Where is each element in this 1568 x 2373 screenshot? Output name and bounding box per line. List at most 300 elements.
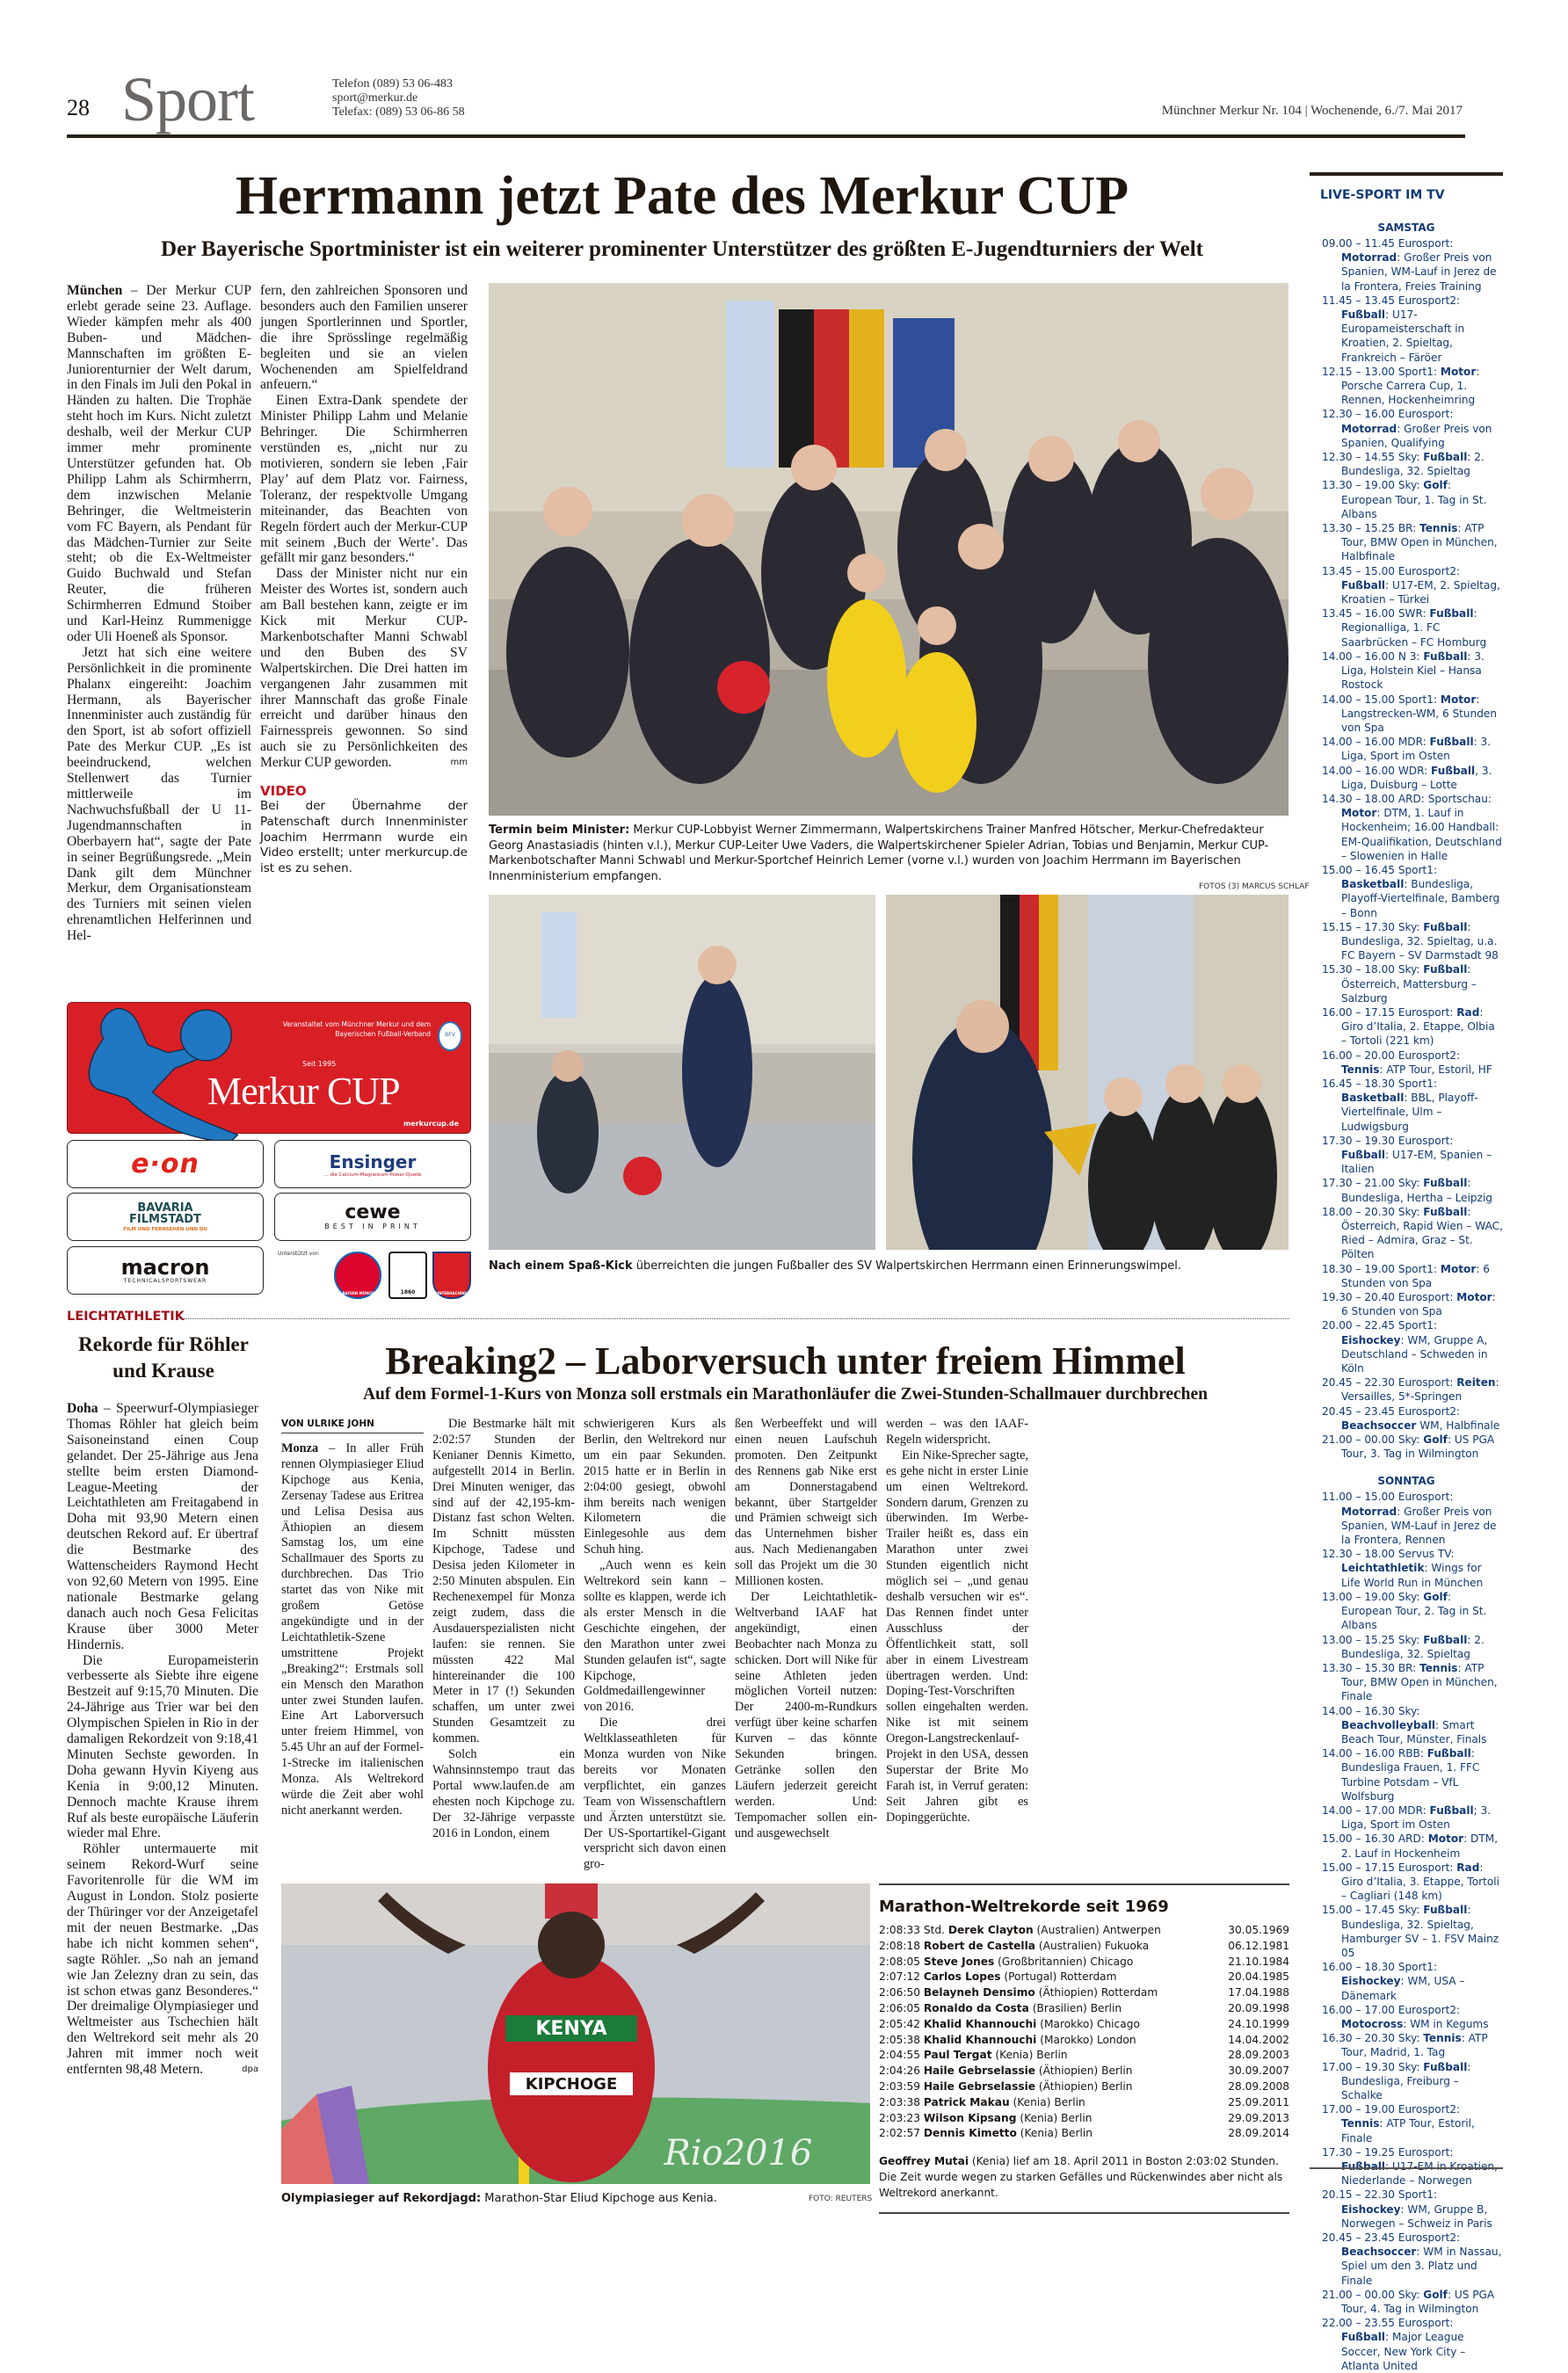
tv-sport: Fußball <box>1426 1747 1471 1760</box>
records-note-text: (Kenia) lief am 18. April 2011 in Boston 2:03:02 Stunden. Die Zeit wurde wegen zu starken Gefälles und Rückenwindes aber nicht als Weltrekord anerkannt. <box>879 2155 1283 2199</box>
tv-details: : DTM, 1. Lauf in Hockenheim; 16.00 Handball: EM-Qualifikation, Deutschland – Slowenien in Halle <box>1341 807 1502 862</box>
tv-listing <box>1320 1490 1503 1547</box>
record-entry <box>879 2001 1122 2017</box>
tv-details: : WM in Nassau, Spiel um den 3. Platz und Finale <box>1341 2246 1502 2287</box>
article3-paragraph: Die Bestmarke hält mit 2:02:57 Stunden der Kenianer Dennis Kimetto, aufgestellt 2014 in Berlin. Drei Minuten weniger, das sind auf der 42,195-km-Distanz fast schon Welten. Im Schnitt müssten Kipchoge, Tadese und Desisa jeden Kilometer in 2:50 Minuten abspulen. Ein Rechenexempel für Monza zeigt zudem, dass die Ausdauerspezialisten nicht laufen: sie rennen. Sie müssten 422 Mal hintereinander die 100 Meter in 17 (!) Sekunden schaffen, um unter zwei Stunden Gesamtzeit zu kommen. <box>432 1417 575 1746</box>
tv-time-channel: 13.00 – 19.00 Sky: <box>1322 1590 1424 1603</box>
records-note-name: Geoffrey Mutai <box>879 2155 969 2168</box>
tv-details: , 3. Liga, Duisburg – Lotte <box>1341 764 1492 791</box>
tv-details: : Wings for Life World Run in München <box>1341 1562 1484 1589</box>
tv-details: : ATP Tour, Estoril, Finale <box>1341 2117 1475 2144</box>
article2-paragraph <box>67 1841 258 2078</box>
tv-listing <box>1320 649 1503 693</box>
tv-time-channel: 21.00 – 00.00 Sky: <box>1322 1433 1424 1447</box>
record-athlete: Dennis Kimetto <box>923 2127 1017 2140</box>
tv-time-channel: 14.00 – 17.00 MDR: <box>1322 1803 1430 1817</box>
pennant-photo <box>886 895 1289 1250</box>
tv-time-channel: 16.45 – 18.30 Sport1: <box>1322 1077 1438 1090</box>
tv-time-channel: 16.30 – 20.30 Sky: <box>1322 2032 1424 2045</box>
tv-time-channel: 13.30 – 19.00 Sky: <box>1322 479 1424 492</box>
tv-time-channel: 13.00 – 15.25 Sky: <box>1322 1633 1424 1646</box>
tv-details: : Bundesliga, 32. Spieltag, u.a. FC Bayern – SV Darmstadt 98 <box>1341 920 1499 962</box>
record-country-city: (Portugal) Rotterdam <box>1004 1970 1117 1984</box>
tv-days <box>1310 221 1503 2373</box>
tv-details: : Großer Preis von Spanien, WM-Lauf in Jerez de la Frontera, Rennen <box>1341 1505 1497 1547</box>
tv-details: ; 3. Liga, Sport im Osten <box>1341 1803 1492 1832</box>
record-entry <box>879 1939 1149 1955</box>
tv-details: : DTM, 2. Lauf in Hockenheim <box>1341 1832 1499 1860</box>
record-row <box>879 2033 1289 2049</box>
photo-credit: FOTO: REUTERS <box>809 2195 873 2203</box>
agency-credit: dpa <box>242 2065 258 2075</box>
tv-time-channel: 15.00 – 17.45 Sky: <box>1322 1904 1424 1917</box>
record-time: 2:08:33 Std. <box>879 1924 945 1936</box>
tv-details: : ATP Tour, Estoril, HF <box>1379 1063 1492 1076</box>
tv-sport: Leichtathletik <box>1341 1562 1425 1575</box>
tv-sport: Rad <box>1456 1861 1480 1874</box>
record-athlete: Haile Gebrselassie <box>923 2065 1036 2078</box>
article1-subheadline: Der Bayerische Sportminister ist ein weiterer prominenter Unterstützer des größten E-Jugendturniers der Welt <box>161 237 1203 261</box>
record-time: 2:07:12 <box>879 1970 920 1984</box>
tv-details: : European Tour, 1. Tag in St. Albans <box>1341 479 1487 520</box>
paragraph-text: – Speerwurf-Olympiasieger Thomas Röhler hat gleich beim Saisoneinstand einen Coup gelandet. Der 25-Jährige aus Jena stellte beim ersten Diamond-League-Meeting der Leichtathleten am Freitagabend in Doha mit 93,90 Metern einen deutschen Rekord auf. Er übertraf die Bestmarke des Wattenscheiders Raymond Hecht von 92,60 Metern von 1995. Eine nationale Bestmarke gelang danach auch noch Gesa Felicitas Krause über 3000 Meter Hindernis. <box>67 1401 258 1652</box>
tv-time-channel: 15.00 – 16.30 ARD: <box>1322 1832 1428 1846</box>
tv-details: : Österreich, Rapid Wien – WAC, Ried – Admira, Graz – St. Pölten <box>1341 1205 1503 1261</box>
article3-paragraph: Die drei Weltklasseathleten für Monza wurden von Nike bereits vor Monaten verpflichtet, ein ganzes Team von Wissenschaftlern und Ärzten unterstützt sie. Der US-Sportartikel-Gigant verspricht sich davon einen gro- <box>584 1716 726 1872</box>
cewe-logo: cewe <box>345 1201 401 1223</box>
tv-details: : Giro d’Italia, 3. Etappe, Tortoli – Cagliari (148 km) <box>1341 1861 1499 1903</box>
record-time: 2:06:50 <box>879 1986 920 1999</box>
tv-details: : ATP Tour, BMW Open in München, Halbfinale <box>1341 522 1498 563</box>
tv-details: : Bundesliga, Freiburg – Schalke <box>1341 2060 1471 2101</box>
bfv-badge-text: BFV <box>445 1032 455 1038</box>
tv-details: : 6 Stunden von Spa <box>1341 1291 1496 1318</box>
macron-logo: macron <box>120 1255 210 1280</box>
record-athlete: Haile Gebrselassie <box>923 2079 1036 2093</box>
tv-details: : US PGA Tour, 3. Tag in Wilmington <box>1341 1433 1495 1461</box>
tv-listing <box>1320 236 1503 294</box>
tv-details: : WM, USA – Dänemark <box>1341 1975 1465 2002</box>
records-title: Marathon-Weltrekorde seit 1969 <box>879 1898 1169 1916</box>
tv-details: : Großer Preis von Spanien, Qualifying <box>1341 422 1492 449</box>
record-entry <box>879 2033 1136 2049</box>
marathon-records-box <box>879 1883 1289 2214</box>
tv-time-channel: 13.30 – 15.30 BR: <box>1322 1661 1420 1674</box>
record-athlete: Khalid Khannouchi <box>923 2017 1037 2030</box>
tv-listing <box>1320 735 1503 763</box>
tv-details: Niederlande – Norwegen <box>1341 2174 1472 2188</box>
article3-headline: Breaking2 – Laborversuch unter freiem Himmel <box>385 1339 1186 1382</box>
record-row <box>879 2064 1289 2079</box>
tv-details: : Österreich, Mattersburg – Salzburg <box>1341 963 1477 1005</box>
record-country-city: (Kenia) Berlin <box>1013 2095 1085 2108</box>
tv-listing <box>1320 1077 1503 1134</box>
tv-listing <box>1320 792 1503 863</box>
record-athlete: Steve Jones <box>923 1955 995 1968</box>
tv-sport: Golf <box>1423 479 1448 492</box>
kick-photo-caption <box>489 1259 1289 1274</box>
tv-listing <box>1320 2188 1503 2231</box>
tv-details: : Major League Soccer, New York City – Atlanta United <box>1341 2331 1466 2372</box>
record-date: 30.05.1969 <box>1228 1924 1289 1936</box>
tv-details: : European Tour, 2. Tag in St. Albans <box>1341 1590 1487 1632</box>
photo-text-kipchoge: KIPCHOGE <box>525 2075 618 2094</box>
ad-url[interactable]: merkurcup.de <box>403 1120 459 1128</box>
tv-time-channel: 18.30 – 19.00 Sport1: <box>1322 1262 1441 1275</box>
tv-listing <box>1320 764 1503 792</box>
tv-details: : US PGA Tour, 4. Tag in Wilmington <box>1341 2288 1495 2316</box>
record-entry <box>879 2079 1132 2095</box>
tv-listing <box>1320 606 1503 649</box>
record-country-city: (Äthiopien) Rotterdam <box>1038 1986 1158 1999</box>
tv-time-channel: 16.00 – 20.00 Eurosport2: <box>1322 1049 1461 1062</box>
article1-headline: Herrmann jetzt Pate des Merkur CUP <box>235 166 1129 226</box>
tv-listing <box>1320 1290 1503 1318</box>
tv-details: : Bundesliga, Playoff-Viertelfinale, Bamberg – Bonn <box>1341 878 1500 919</box>
tv-title: LIVE-SPORT IM TV <box>1320 188 1445 202</box>
tv-details: : Langstrecken-WM, 6 Stunden von Spa <box>1341 693 1498 734</box>
record-date: 17.04.1988 <box>1228 1986 1289 1999</box>
video-label: VIDEO <box>260 783 307 800</box>
tv-listing <box>1320 962 1503 1005</box>
tv-sport: Fußball <box>1423 1904 1468 1917</box>
tv-listing <box>1320 521 1503 564</box>
article2-paragraph: Die Europameisterin verbesserte als Siebte ihre eigene Bestzeit auf 9:15,70 Minuten. Die 24-Jährige aus Trier war bei den Olympischen Spielen in Rio in der damaligen Rekordzeit von 9:18,41 Minuten Sechste geworden. In Doha gewann Hyvin Kiyeng aus Kenia in 9:00,12 Minuten. Dennoch machte Krause ihrem Ruf als beste europäische Läuferin wieder mal Ehre. <box>67 1652 258 1841</box>
tv-sport: Beachsoccer <box>1341 1419 1417 1432</box>
bavaria-tagline: FILM UND FERNSEHEN UND DU <box>123 1226 207 1232</box>
tv-time-channel: 11.00 – 15.00 Eurosport: <box>1322 1491 1454 1504</box>
tv-details: : WM in Kegums <box>1403 2017 1489 2030</box>
tv-sport: Fußball <box>1423 451 1468 464</box>
record-row <box>879 1939 1289 1955</box>
tv-time-channel: 20.15 – 22.30 Sport1: <box>1322 2188 1438 2202</box>
tv-details: : Porsche Carrera Cup, 1. Rennen, Hockenheimring <box>1341 365 1480 407</box>
article1-column-2 <box>260 283 468 877</box>
record-country-city: (Marokko) Chicago <box>1040 2017 1140 2030</box>
tv-details: : Giro d’Italia, 2. Etappe, Olbia – Tortoli (221 km) <box>1341 1005 1495 1048</box>
tv-details: : U17-EM, 2. Spieltag, Kroatien – Türkei <box>1341 578 1500 606</box>
video-text[interactable]: Bei der Übernahme der Patenschaft durch Innenminister Joachim Herrmann wurde ein Video erstellt; unter merkurcup.de ist es zu sehen. <box>260 799 468 876</box>
tv-sport: Basketball <box>1341 878 1405 891</box>
record-row <box>879 2048 1289 2064</box>
tv-sport: Fußball <box>1429 1803 1474 1817</box>
record-athlete: Belayneh Densimo <box>923 1986 1035 1999</box>
record-entry <box>879 2048 1068 2064</box>
bfv-logo-icon <box>438 1021 462 1051</box>
tv-listing <box>1320 1404 1503 1433</box>
tv-listing <box>1320 564 1503 607</box>
record-row <box>879 1970 1289 1985</box>
article3-column-5 <box>886 1417 1028 1826</box>
record-entry <box>879 1923 1161 1939</box>
record-entry <box>879 2126 1093 2142</box>
record-time: 2:05:42 <box>879 2017 920 2030</box>
record-time: 2:03:38 <box>879 2095 920 2108</box>
records-note <box>879 2154 1289 2201</box>
tv-listing <box>1320 450 1503 478</box>
record-date: 28.09.2003 <box>1228 2049 1289 2062</box>
pennant-photo-illustration <box>886 895 1289 1250</box>
tv-sport: Reiten <box>1456 1376 1496 1390</box>
tv-day-heading: SAMSTAG <box>1377 221 1435 234</box>
article3-paragraph: schwierigeren Kurs als Berlin, den Weltrekord nur um ein paar Sekunden. 2015 hatte er in Berlin in 2:04:00 gesiegt, obwohl ihm bereits nach wenigen Kilometern die Einlegesohle aus dem Schuh hing. <box>584 1417 726 1557</box>
article3-paragraph: Ein Nike-Sprecher sagte, es gehe nicht in erster Linie um einen Weltrekord. Sondern darum, Grenzen zu überwinden. Im Werbe-Trailer heißt es, dass ein Marathon unter zwei Stunden eigentlich nicht möglich sei – „und genau deshalb versuchen wir es“. Das Rennen findet unter Ausschluss der Öffentlichkeit statt, soll aber in einem Livestream übertragen werden. Und: Doping-Test-Vorschriften sollen eingehalten werden. Nike ist mit seinem Oregon-Langstreckenlauf-Projekt in den USA, dessen Superstar der Brite Mo Farah ist, in Verruf geraten: Seit Jahren gibt es Dopinggerüchte. <box>886 1448 1028 1825</box>
sponsor-macron[interactable] <box>67 1246 264 1295</box>
group-photo-illustration <box>489 283 1289 816</box>
record-date: 20.09.1998 <box>1228 2001 1289 2014</box>
cewe-tagline: BEST IN PRINT <box>324 1223 421 1230</box>
tv-details: : Smart Beach Tour, Münster, Finals <box>1341 1718 1487 1745</box>
tv-time-channel: 14.30 – 18.00 ARD: Sportschau: <box>1322 792 1492 805</box>
tv-details: : BBL, Playoff-Viertelfinale, Ulm – Ludwigsburg <box>1341 1092 1478 1133</box>
tv-sport: Fußball <box>1429 607 1474 620</box>
sponsor-cewe[interactable] <box>274 1193 471 1241</box>
tv-sport: Beachsoccer <box>1341 2246 1417 2259</box>
tv-details: : Bundesliga, Hertha – Leipzig <box>1341 1177 1492 1204</box>
paragraph-text: Röhler untermauerte mit seinem Rekord-Wurf seine Favoritenrolle für die WM im August in London. Stolz posierte der Thüringer vor der Anzeigetafel mit der neuen Bestmarke. „Das habe ich nicht kommen sehen“, sagte Röhler. „So nah an jemand wie Jan Zelezny dran zu sein, das ist schon etwas ganz Besonderes.“ Der dreimalige Olympiasieger und Weltmeister aus Tschechien hält den Weltrekord seit mehr als 20 Jahren mit immer noch weit entfernten 98,48 Metern. <box>67 1841 258 2078</box>
tv-time-channel: 16.00 – 17.00 Eurosport2: <box>1322 2003 1461 2016</box>
record-athlete: Ronaldo da Costa <box>923 2001 1029 2014</box>
tv-time-channel: 16.00 – 17.15 Eurosport: <box>1322 1005 1457 1019</box>
record-country-city: (Kenia) Berlin <box>1020 2127 1093 2140</box>
record-country-city: (Äthiopien) Berlin <box>1038 2065 1133 2078</box>
tv-time-channel: 14.00 – 16.00 MDR: <box>1322 736 1430 749</box>
ad-since: Seit 1995 <box>302 1060 337 1068</box>
tv-listing <box>1320 2316 1503 2373</box>
tv-sport: Fußball <box>1423 2060 1468 2073</box>
record-time: 2:03:23 <box>879 2111 920 2124</box>
tv-sport: Eishockey <box>1341 1975 1401 1988</box>
article2-paragraph <box>67 1401 258 1653</box>
tv-listing <box>1320 1803 1503 1832</box>
records-list <box>879 1923 1289 2142</box>
record-athlete: Patrick Makau <box>923 2095 1010 2108</box>
record-time: 2:02:57 <box>879 2127 920 2140</box>
article3-column-3 <box>584 1417 726 1873</box>
contact-phone: Telefon (089) 53 06-483 <box>332 77 454 91</box>
tv-sport: Motor <box>1341 807 1377 820</box>
tv-details: : WM, Gruppe A, Deutschland – Schweden in Köln <box>1341 1333 1488 1375</box>
record-country-city: (Äthiopien) Berlin <box>1038 2079 1133 2093</box>
section-label-leichtathletik: LEICHTATHLETIK <box>67 1310 185 1324</box>
sponsor-ensinger[interactable] <box>274 1140 471 1188</box>
tv-details: : 2. Bundesliga, 32. Spieltag <box>1341 451 1485 478</box>
tv-listing <box>1320 1433 1503 1461</box>
contact-email: sport@merkur.de <box>332 91 418 105</box>
record-row <box>879 1955 1289 1970</box>
article1-paragraph: fern, den zahlreichen Sponsoren und besonders auch den Familien unserer jungen Sportlerinnen und Sportler, die ihre Sprösslinge regelmäßig begleiten und sie an vielen Wochenenden am Spielfeldrand anfeuern.“ <box>260 283 468 393</box>
tv-sport: Basketball <box>1341 1092 1405 1105</box>
tv-listing <box>1320 2288 1503 2316</box>
record-date: 14.04.2002 <box>1228 2033 1289 2046</box>
record-row <box>879 2017 1289 2033</box>
article3-column-4 <box>735 1417 877 1841</box>
tv-listing <box>1320 1134 1503 1177</box>
tv-sport: Fußball <box>1341 2331 1386 2344</box>
tv-listing <box>1320 920 1503 963</box>
tv-sport: Motor <box>1440 365 1477 378</box>
article1-paragraph: Jetzt hat sich eine weitere Persönlichkeit in die prominente Phalanx eingereiht: Joachim Hermann, als Bayerischer Innenminister auch zuständig für den Sport, ist ab sofort offiziell Pate des Merkur CUP. „Es ist beeindruckend, welchen Stellenwert das Turnier mittlerweile im Nachwuchsfußball der U 11-Jugendmannschaften in Oberbayern hat“, sagte der Pate in seiner Begrüßungsrede. „Mein Dank gilt dem Münchner Merkur, dem Organisationsteam des Turniers mit seinen vielen ehrenamtlichen Helferinnen und Hel- <box>67 644 251 944</box>
tv-listing <box>1320 1049 1503 1077</box>
record-athlete: Carlos Lopes <box>923 1970 1001 1984</box>
tv-details: : 2. Bundesliga, 32. Spieltag <box>1341 1633 1485 1660</box>
tv-details: : 3. Liga, Holstein Kiel – Hansa Rostock <box>1341 649 1485 692</box>
article3-column-1 <box>281 1441 424 1819</box>
kipchoge-photo-illustration <box>281 1883 870 2184</box>
tv-listing <box>1320 1746 1503 1803</box>
tv-listing <box>1320 2003 1503 2031</box>
tv-time-channel: 17.00 – 19.00 Eurosport2: <box>1322 2103 1461 2116</box>
photo-text-rio2016: Rio2016 <box>664 2133 813 2173</box>
tv-time-channel: 13.45 – 16.00 SWR: <box>1322 607 1430 620</box>
article3-byline: VON ULRIKE JOHN <box>281 1419 424 1433</box>
tv-time-channel: 14.00 – 16.30 Sky: <box>1322 1704 1420 1717</box>
tv-listing <box>1320 2031 1503 2059</box>
record-time: 2:06:05 <box>879 2001 920 2014</box>
tv-time-channel: 20.45 – 23.45 Eurosport2: <box>1322 1404 1461 1418</box>
video-box <box>260 783 468 877</box>
group-photo-caption <box>489 823 1280 884</box>
contact-fax: Telefax: (089) 53 06-86 58 <box>332 105 465 119</box>
tv-time-channel: 15.00 – 17.15 Eurosport: <box>1322 1861 1457 1874</box>
sponsor-eon[interactable] <box>67 1140 264 1188</box>
tv-time-channel: 17.30 – 21.00 Sky: <box>1322 1177 1424 1190</box>
tv-details: WM, Halbfinale <box>1416 1419 1500 1432</box>
group-photo <box>489 283 1289 816</box>
article1-column-1 <box>67 283 251 944</box>
tv-sport: Motocross <box>1341 2017 1404 2030</box>
club-name: 1860 <box>400 1289 416 1295</box>
tv-time-channel: 17.00 – 19.30 Sky: <box>1322 2060 1424 2073</box>
tv-time-channel: 09.00 – 11.45 Eurosport: <box>1322 237 1454 250</box>
tv-listing <box>1320 407 1503 450</box>
photo-credit: FOTOS (3) MARCUS SCHLAF <box>1195 882 1310 891</box>
record-date: 21.10.1984 <box>1228 1955 1289 1968</box>
tv-time-channel: 15.30 – 18.00 Sky: <box>1322 963 1424 976</box>
tv-listing <box>1320 1590 1503 1633</box>
tv-listing <box>1320 1005 1503 1049</box>
caption-text: Merkur CUP-Lobbyist Werner Zimmermann, Walpertskirchens Trainer Manfred Hötscher, Merkur-Chefredakteur Georg Anastasiadis (hinten v.l.), Merkur CUP-Leiter Uwe Vaders, die Walpertskirchener Spieler Adrian, Tobias und Benjamin, Merkur CUP-Markenbotschafter Manni Schwabl und Merkur-Sportchef Heinrich Lemer (vorne v.l.) wurden von Joachim Herrmann im Bayerischen Innenministerium empfangen. <box>489 824 1269 883</box>
record-entry <box>879 2111 1093 2127</box>
tv-details: : Versailles, 5*-Springen <box>1341 1376 1499 1404</box>
tv-listing <box>1320 1832 1503 1860</box>
record-time: 2:08:18 <box>879 1939 920 1952</box>
tv-sport: Fußball <box>1341 308 1386 322</box>
tv-listing <box>1320 693 1503 736</box>
tv-time-channel: 20.00 – 22.45 Sport1: <box>1322 1319 1438 1332</box>
dateline: Monza <box>281 1441 319 1455</box>
article3-paragraph: Der Leichtathletik-Weltverband IAAF hat angekündigt, einen Beobachter nach Monza zu schicken. Dort will Nike für seine Athleten jeden möglichen Vorteil nutzen: Der 2400-m-Rundkurs verfügt über keine scharfen Kurven – das könnte Sekunden bringen. Getränke sollen den Läufern jederzeit gereicht werden. Und: Tempomacher sollen ein- und ausgewechselt <box>735 1589 877 1840</box>
merkur-cup-ad[interactable] <box>67 1002 471 1303</box>
author-code: mm <box>450 758 468 768</box>
tv-time-channel: 21.00 – 00.00 Sky: <box>1322 2288 1424 2301</box>
tv-time-channel: 20.45 – 22.30 Eurosport: <box>1322 1376 1457 1390</box>
record-entry <box>879 2064 1132 2079</box>
bavaria-line-1: BAVARIA <box>137 1201 193 1215</box>
tv-listing <box>1320 294 1503 365</box>
record-date: 25.09.2011 <box>1228 2095 1289 2108</box>
article1-paragraph <box>260 566 468 771</box>
tv-time-channel: 15.00 – 16.45 Sport1: <box>1322 863 1438 876</box>
record-date: 24.10.1999 <box>1228 2017 1289 2030</box>
issue-info: Münchner Merkur Nr. 104 | Wochenende, 6./7. Mai 2017 <box>1161 104 1463 118</box>
tv-time-channel: 18.00 – 20.30 Sky: <box>1322 1205 1424 1218</box>
tv-day-heading: SONNTAG <box>1377 1475 1435 1488</box>
caption-lead: Termin beim Minister: <box>489 824 630 837</box>
ad-organizer: Veranstaltet vom Münchner Merkur und dem Bayerischen Fußball-Verband <box>282 1020 431 1038</box>
record-time: 2:04:55 <box>879 2049 920 2062</box>
tv-time-channel: 11.45 – 13.45 Eurosport2: <box>1322 294 1461 307</box>
article3-paragraph: Solch ein Wahnsinnstempo traut das Portal www.laufen.de am ehesten noch Kipchoge zu. Der 32-Jährige verpasste 2016 in London, einem <box>432 1747 575 1840</box>
article2-headline: Rekorde für Röhler und Krause <box>78 1333 249 1382</box>
record-row <box>879 2079 1289 2095</box>
tv-listing <box>1320 1960 1503 2003</box>
caption-text: Marathon-Star Eliud Kipchoge aus Kenia. <box>481 2192 717 2205</box>
tv-listing <box>1320 1176 1503 1204</box>
tv-listing <box>1320 863 1503 920</box>
tv-listing <box>1320 2231 1503 2288</box>
record-country-city: (Australien) Antwerpen <box>1036 1924 1161 1936</box>
tv-listing <box>1320 2102 1503 2145</box>
record-time: 2:08:05 <box>879 1955 920 1968</box>
tsv-1860-crest-icon <box>388 1252 427 1299</box>
tv-sport: Fußball <box>1423 649 1468 663</box>
paragraph-text: – Der Merkur CUP erlebt gerade seine 23. Auflage. Wieder kämpfen mehr als 400 Buben- und Mädchen-Mannschaften im größten E-Juniorenturnier der Welt darum, in den Finals im Juli den Pokal in Händen zu halten. Die Trophäe steht hoch im Kurs. Nicht zuletzt deshalb, weil der Merkur CUP immer mehr prominente Unterstützer gefunden hat. Ob Philipp Lahm als Schirmherrn, dem inzwischen Melanie Behringer, die Weltmeisterin vom FC Bayern, als Pendant für das Mädchen-Turnier zur Seite steht; ob die Ex-Weltmeister Guido Buchwald und Stefan Reuter, die früheren Schirmherren Edmund Stoiber und Karl-Heinz Rummenigge oder Uli Hoeneß als Sponsor. <box>67 283 251 644</box>
tv-details: : Bundesliga Frauen, 1. FFC Turbine Potsdam – VfL Wolfsburg <box>1341 1747 1480 1803</box>
tv-sport: Eishockey <box>1341 2202 1401 2216</box>
record-date: 28.09.2014 <box>1228 2127 1289 2140</box>
tv-listing <box>1320 478 1503 521</box>
ensinger-logo: Ensinger <box>329 1150 417 1172</box>
record-athlete: Wilson Kipsang <box>923 2111 1017 2124</box>
tv-sport: Fußball <box>1423 1205 1468 1218</box>
article3-subheadline: Auf dem Formel-1-Kurs von Monza soll erstmals ein Marathonläufer die Zwei-Stunden-Schallmauer durchbrechen <box>362 1385 1209 1404</box>
record-row <box>879 2111 1289 2127</box>
tv-day-gap <box>1310 1461 1503 1475</box>
tv-time-channel: 13.30 – 15.25 BR: <box>1322 522 1420 535</box>
article1-paragraph: Einen Extra-Dank spendete der Minister Philipp Lahm und Melanie Behringer. Die Schirmherren verstünden es, „nicht nur zu motivieren, sondern sie leben ‚Fair Play’ auf dem Platz vor. Fairness, Toleranz, der respektvolle Umgang miteinander, das Beachten von Regeln fördert auch der Merkur-CUP mit seinem ‚Buch der Werte’. Das gefällt mir ganz besonders.“ <box>260 393 468 566</box>
caption-lead: Olympiasieger auf Rekordjagd: <box>281 2192 482 2205</box>
tv-listing <box>1320 1205 1503 1262</box>
tv-time-channel: 14.00 – 15.00 Sport1: <box>1322 693 1441 706</box>
tv-sport: Tennis <box>1341 2117 1380 2130</box>
tv-details: : Großer Preis von Spanien, WM-Lauf in Jerez de la Frontera, Freies Training <box>1341 251 1497 293</box>
tv-time-channel: 19.30 – 20.40 Eurosport: <box>1322 1291 1457 1304</box>
sponsor-bavaria-filmstadt[interactable] <box>67 1193 264 1241</box>
eon-logo: e·on <box>131 1149 200 1179</box>
tv-sport: Golf <box>1423 2288 1448 2301</box>
article1-paragraph <box>67 283 251 645</box>
fc-bayern-crest-icon <box>334 1252 381 1299</box>
tv-sport: Motorrad <box>1341 251 1397 265</box>
record-country-city: (Australien) Fukuoka <box>1038 1939 1150 1952</box>
tv-listings <box>1310 176 1503 2373</box>
record-date: 20.04.1985 <box>1228 1970 1289 1984</box>
record-row <box>879 1985 1289 2001</box>
tv-sport: Fußball <box>1431 764 1476 777</box>
record-row <box>879 2095 1289 2111</box>
record-country-city: (Marokko) London <box>1040 2033 1136 2046</box>
tv-details: : U17-Europameisterschaft in Kroatien, 2. Spieltag, Frankreich – Färöer <box>1341 308 1465 364</box>
record-athlete: Robert de Castella <box>923 1939 1036 1952</box>
tv-details: : WM, Gruppe B, Norwegen – Schweiz in Paris <box>1341 2202 1492 2230</box>
unterhaching-crest-icon <box>432 1252 471 1299</box>
tv-sport: Fußball <box>1423 963 1468 976</box>
tv-sport: Tennis <box>1423 2032 1462 2045</box>
tv-sport: Tennis <box>1419 1661 1458 1674</box>
record-entry <box>879 1970 1117 1985</box>
supported-by-label: Unterstützt von <box>278 1251 319 1257</box>
